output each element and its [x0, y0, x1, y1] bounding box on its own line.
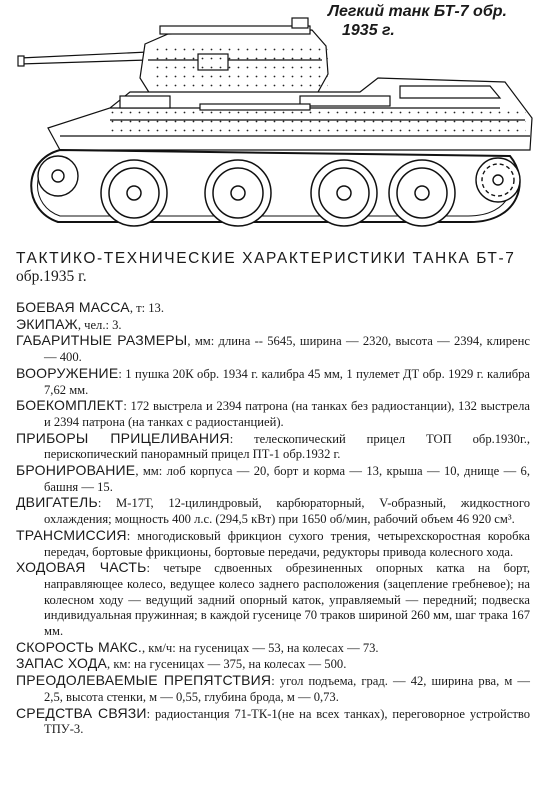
- spec-text: : четыре сдвоенных обрезиненных опорных катка на борт, направляющее колесо, ведущее колесо заднего расположения (зацепление гребневое); на колесном ходу — ведущий задний опорный каток, управляемый — передний; подвеска индивидуальная пружинная; в каждой гусенице 70 траков шириной 260 мм, шаг трака 167 мм.: [44, 561, 530, 639]
- spec-text: : многодисковый фрикцион сухого трения, четырехскоростная коробка передач, бортовые фрикционы, бортовые передачи, редукторы привода колесного хода.: [44, 528, 530, 559]
- spec-item: [16, 366, 530, 398]
- spec-item: [16, 673, 530, 705]
- spec-text: , мм: длина -- 5645, ширина — 2320, высота — 2394, клиренс — 400.: [44, 334, 530, 365]
- spec-label: ЗАПАС ХОДА: [16, 655, 108, 672]
- spec-label: ХОДОВАЯ ЧАСТЬ: [16, 559, 147, 576]
- spec-text: : 172 выстрела и 2394 патрона (на танках без радиостанции), 132 выстрела и 2394 патрона (на танках с радиостанцией).: [44, 399, 530, 429]
- spec-item: [16, 333, 530, 365]
- spec-item: [16, 640, 530, 657]
- spec-text: , чел.: 3.: [77, 317, 122, 332]
- spec-label: БРОНИРОВАНИЕ: [16, 462, 136, 479]
- spec-label: ГАБАРИТНЫЕ РАЗМЕРЫ: [16, 332, 188, 349]
- spec-label: ПРИБОРЫ ПРИЦЕЛИВАНИЯ: [16, 429, 230, 446]
- caption-line-1: Легкий танк БТ-7 обр.: [328, 3, 507, 20]
- spec-item: [16, 398, 530, 430]
- spec-item: [16, 317, 530, 334]
- spec-text: : радиостанция 71-ТК-1(не на всех танках), переговорное устройство ТПУ-3.: [44, 706, 530, 737]
- spec-item: [16, 656, 530, 673]
- spec-item: [16, 528, 530, 560]
- spec-item: [16, 431, 530, 463]
- spec-label: ТРАНСМИССИЯ: [16, 526, 127, 543]
- spec-label: СРЕДСТВА СВЯЗИ: [16, 704, 147, 721]
- spec-item: [16, 706, 530, 738]
- spec-item: [16, 463, 530, 495]
- spec-label: БОЕКОМПЛЕКТ: [16, 397, 124, 414]
- heading-title: ТАКТИКО-ТЕХНИЧЕСКИЕ ХАРАКТЕРИСТИКИ ТАНКА БТ-7: [16, 250, 516, 267]
- spec-text: : 1 пушка 20К обр. 1934 г. калибра 45 мм, 1 пулемет ДТ обр. 1929 г. калибра 7,62 мм.: [44, 366, 530, 397]
- spec-label: БОЕВАЯ МАССА: [16, 299, 130, 315]
- caption-line-2: 1935 г.: [342, 22, 395, 39]
- spec-label: ЭКИПАЖ: [16, 315, 78, 332]
- spec-heading: [16, 250, 528, 286]
- spec-text: , км: на гусеницах — 375, на колесах — 500.: [107, 657, 347, 672]
- spec-label: ВООРУЖЕНИЕ: [16, 364, 119, 381]
- tank-side-drawing: [0, 0, 542, 240]
- spec-item: [16, 300, 530, 317]
- spec-text: , мм: лоб корпуса — 20, борт и корма — 13, крыша — 10, днище — 6, башня — 15.: [44, 464, 530, 494]
- spec-item: [16, 560, 530, 640]
- turret: [140, 18, 328, 94]
- spec-item: [16, 495, 530, 527]
- heading-subtitle: обр.1935 г.: [16, 268, 87, 285]
- spec-text: , км/ч: на гусеницах — 53, на колесах — 73.: [142, 640, 379, 655]
- gun-barrel: [18, 52, 148, 66]
- spec-list: [16, 300, 530, 738]
- spec-label: ПРЕОДОЛЕВАЕМЫЕ ПРЕПЯТСТВИЯ: [16, 672, 272, 689]
- spec-text: : телескопический прицел ТОП обр.1930г., перископический панорамный прицел ПТ-1 обр.1932 г.: [44, 431, 530, 462]
- spec-text: : М-17Т, 12-цилиндровый, карбюраторный, V-образный, жидкостного охлаждения; мощность 400 л.с. (294,5 кВт) при 1650 об/мин, рабочий объем 46 920 см³.: [44, 496, 530, 527]
- spec-label: ДВИГАТЕЛЬ: [16, 494, 98, 511]
- idler-wheel: [38, 156, 78, 196]
- spec-text: : угол подъема, град. — 42, ширина рва, м — 2,5, высота стенки, м — 0,55, глубина брода, м — 0,73.: [44, 674, 530, 704]
- drive-sprocket: [476, 158, 520, 202]
- spec-text: , т: 13.: [129, 301, 165, 315]
- spec-label: СКОРОСТЬ МАКС.: [16, 638, 142, 655]
